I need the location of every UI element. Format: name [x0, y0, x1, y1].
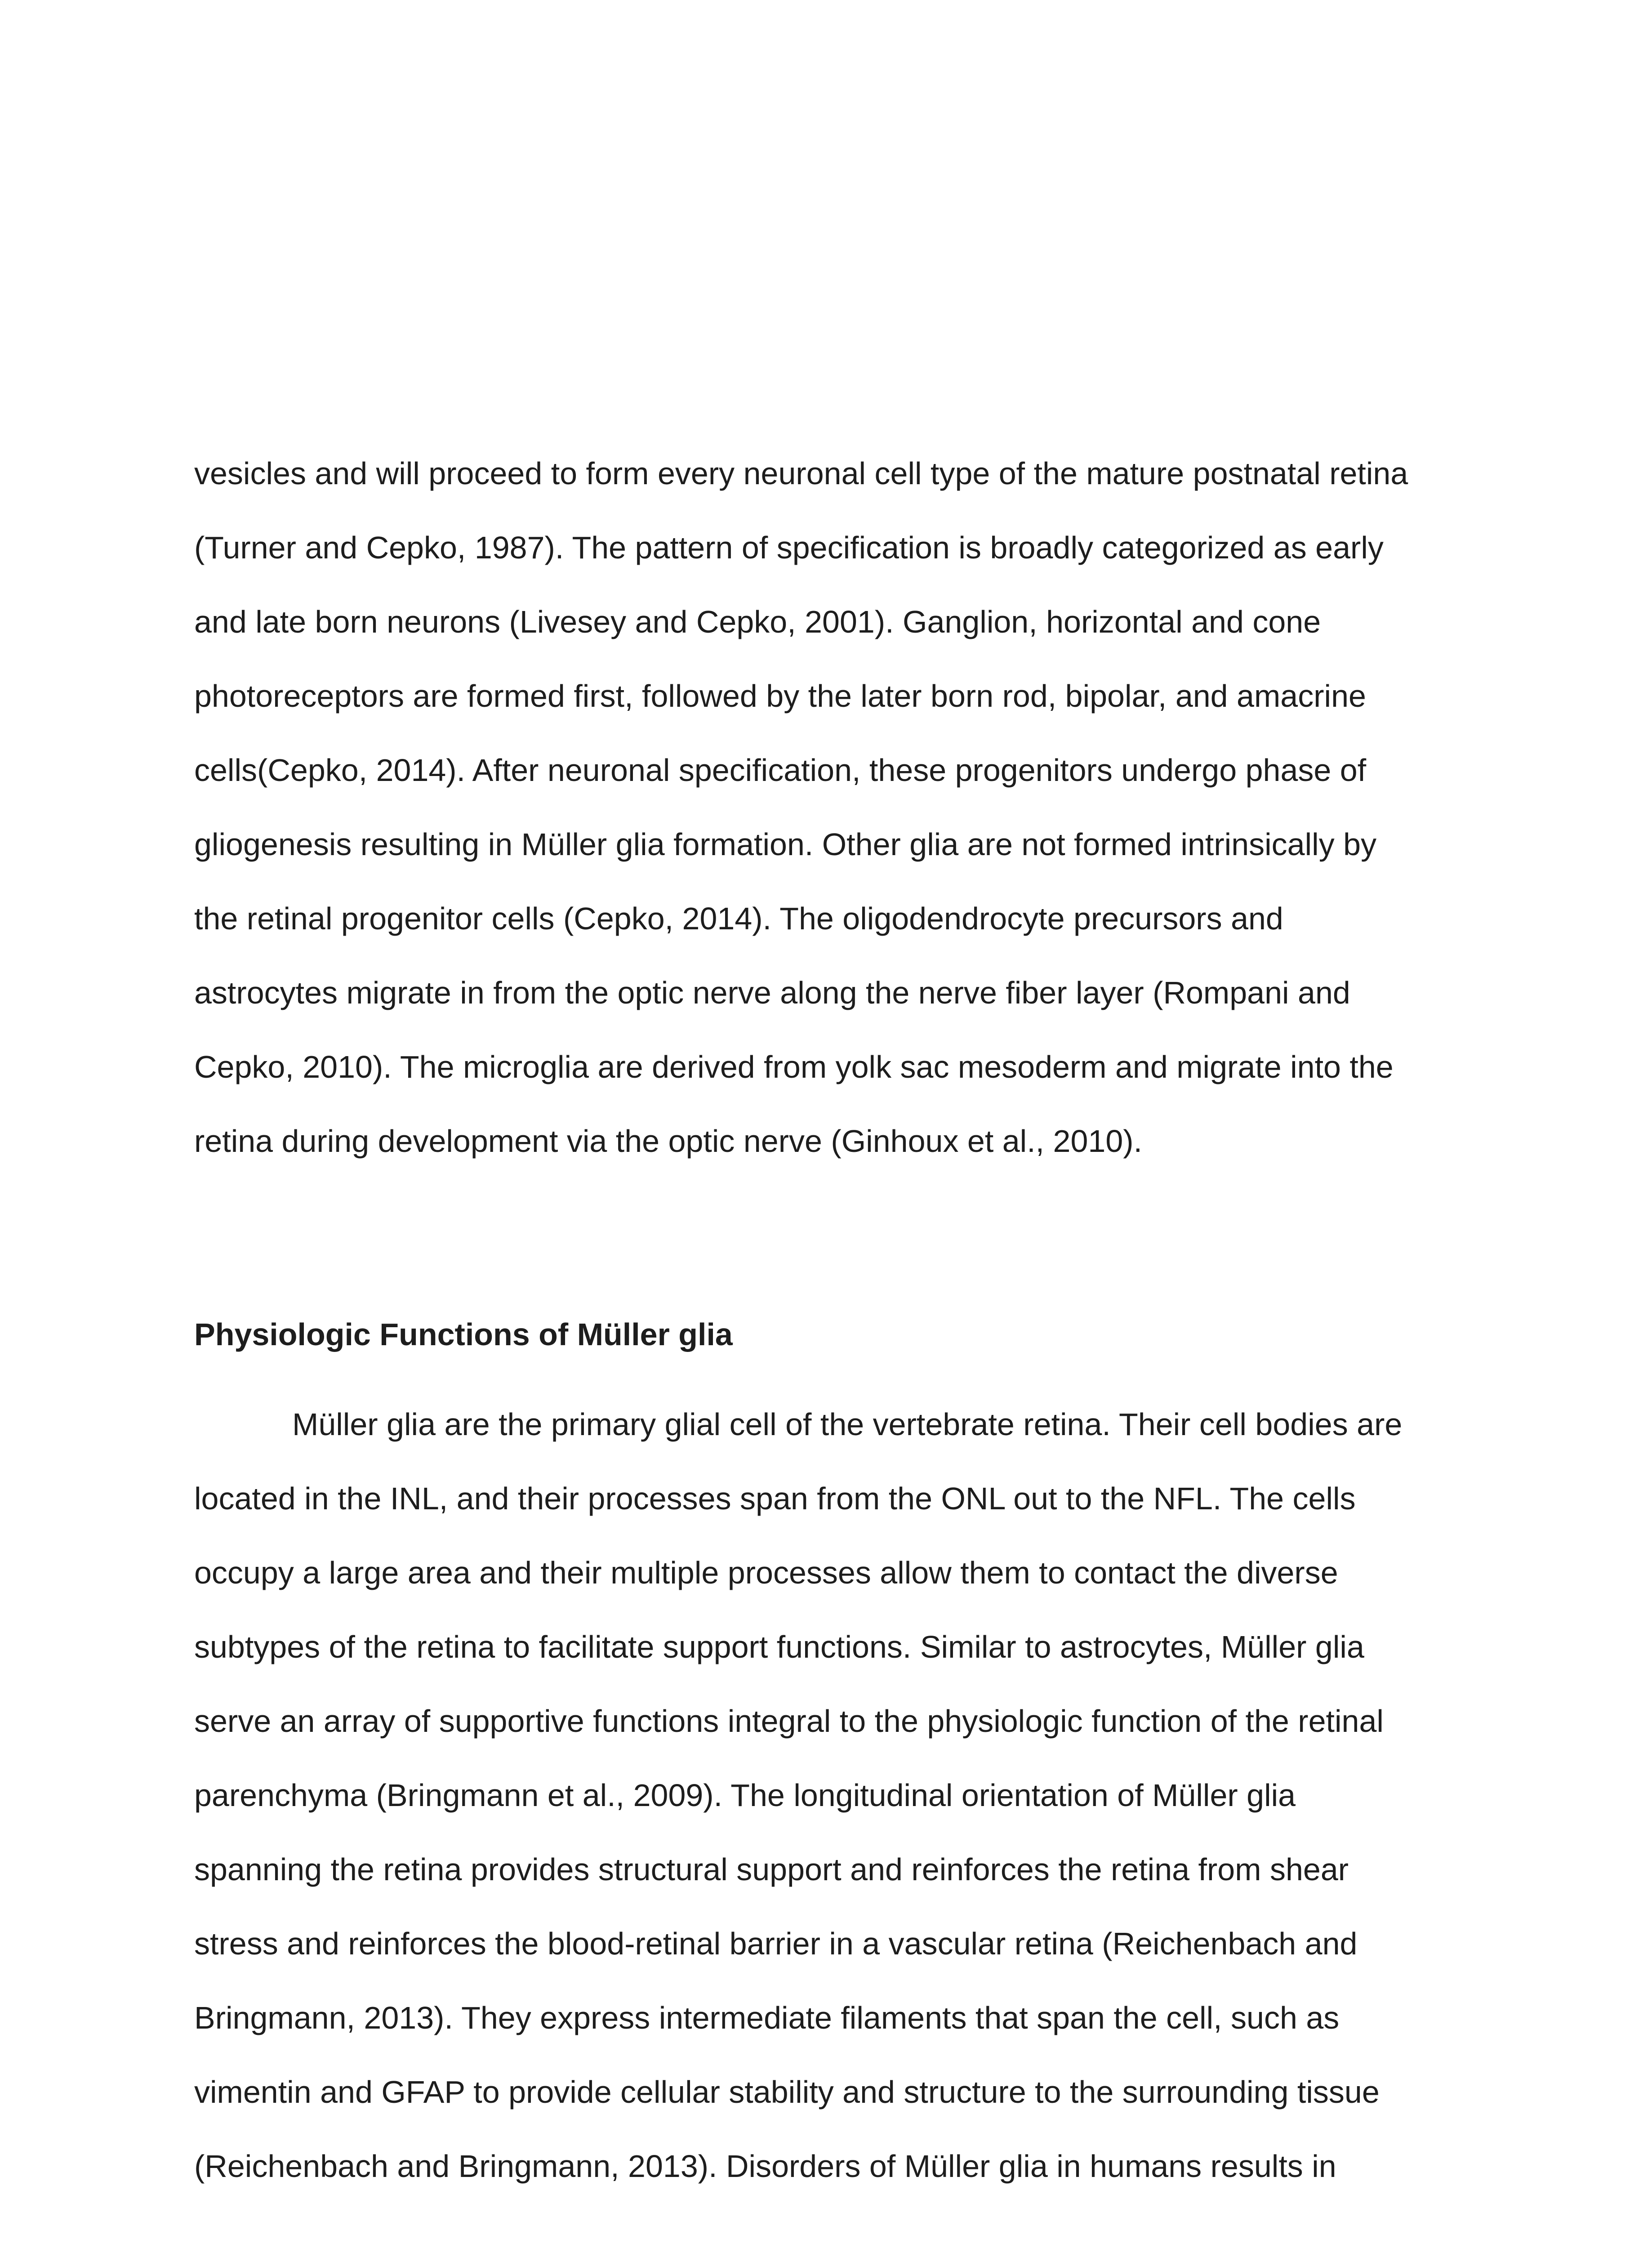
- section-line-3: occupy a large area and their multiple processes allow them to contact the diverse: [194, 1555, 1338, 1590]
- section-line-8: stress and reinforces the blood-retinal barrier in a vascular retina (Reichenbach and: [194, 1926, 1358, 1961]
- section-line-10: vimentin and GFAP to provide cellular stability and structure to the surrounding tissue: [194, 2074, 1380, 2110]
- section-heading: Physiologic Functions of Müller glia: [194, 1317, 733, 1352]
- paragraph-1-line-4: photoreceptors are formed first, followed by the later born rod, bipolar, and amacrine: [194, 678, 1366, 714]
- paragraph-1-line-8: astrocytes migrate in from the optic nerve along the nerve fiber layer (Rompani and: [194, 975, 1350, 1010]
- paragraph-1-line-10: retina during development via the optic nerve (Ginhoux et al., 2010).: [194, 1124, 1143, 1159]
- paragraph-1-line-6: gliogenesis resulting in Müller glia formation. Other glia are not formed intrinsically by: [194, 827, 1377, 862]
- paragraph-1-line-3: and late born neurons (Livesey and Cepko, 2001). Ganglion, horizontal and cone: [194, 604, 1321, 639]
- paragraph-1-line-5: cells(Cepko, 2014). After neuronal specification, these progenitors undergo phase of: [194, 753, 1367, 788]
- section-line-7: spanning the retina provides structural support and reinforces the retina from shear: [194, 1852, 1349, 1887]
- section-line-6: parenchyma (Bringmann et al., 2009). The longitudinal orientation of Müller glia: [194, 1778, 1296, 1813]
- section-line-5: serve an array of supportive functions integral to the physiologic function of the retinal: [194, 1704, 1384, 1739]
- section-line-1: Müller glia are the primary glial cell of the vertebrate retina. Their cell bodies are: [292, 1407, 1403, 1442]
- paragraph-1-line-9: Cepko, 2010). The microglia are derived from yolk sac mesoderm and migrate into the: [194, 1049, 1394, 1084]
- section-line-4: subtypes of the retina to facilitate support functions. Similar to astrocytes, Müller glia: [194, 1629, 1364, 1664]
- section-line-9: Bringmann, 2013). They express intermediate filaments that span the cell, such as: [194, 2000, 1340, 2035]
- section-line-11: (Reichenbach and Bringmann, 2013). Disorders of Müller glia in humans results in: [194, 2149, 1336, 2184]
- paragraph-1-line-7: the retinal progenitor cells (Cepko, 2014). The oligodendrocyte precursors and: [194, 901, 1283, 936]
- section-line-2: located in the INL, and their processes span from the ONL out to the NFL. The cells: [194, 1481, 1356, 1516]
- paragraph-1-line-2: (Turner and Cepko, 1987). The pattern of specification is broadly categorized as early: [194, 530, 1384, 565]
- paragraph-1-line-1: vesicles and will proceed to form every neuronal cell type of the mature postnatal retina: [194, 456, 1408, 491]
